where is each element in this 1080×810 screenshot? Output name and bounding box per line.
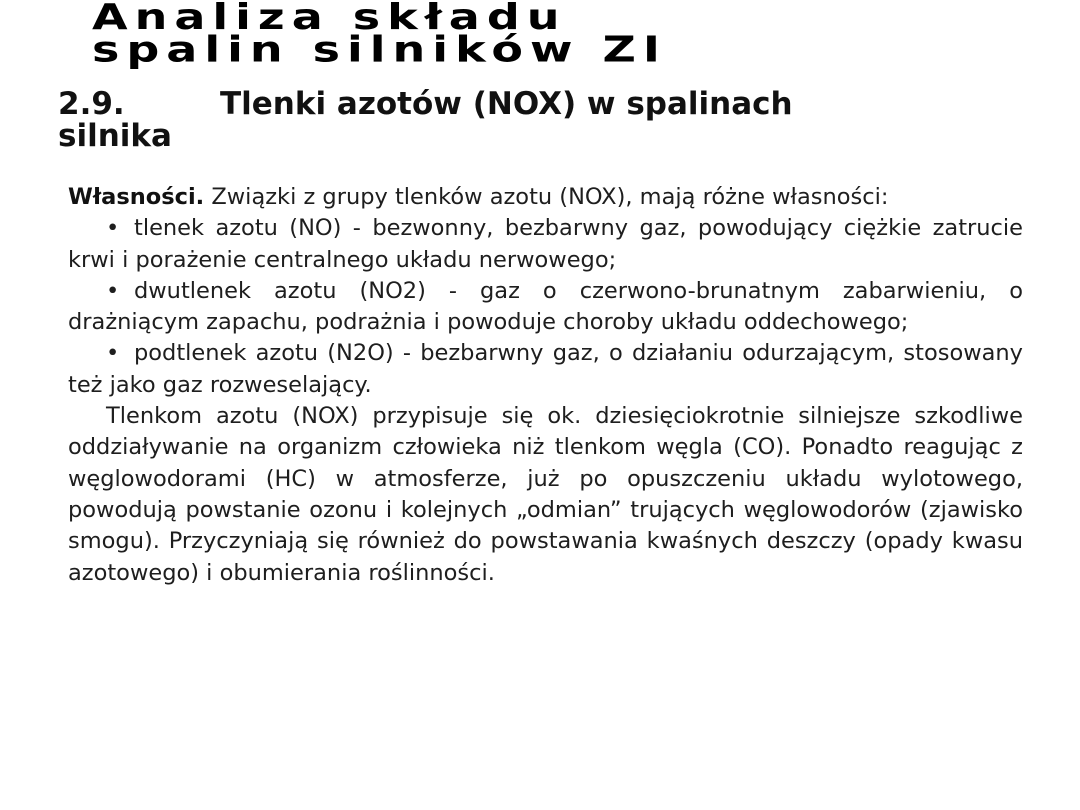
section-number: 2.9.: [58, 86, 125, 122]
section-title-part-1: Tlenki azotów (NOX) w spalinach: [220, 86, 793, 122]
list-item: [68, 213, 1023, 276]
section-body: [68, 182, 1023, 589]
slide-title-line-1: Analiza składu: [92, 0, 567, 38]
slide-title-line-2: spalin silników ZI: [92, 28, 668, 71]
list-item: [68, 276, 1023, 339]
section-title-part-2: silnika: [58, 118, 172, 154]
section-heading: [58, 88, 1048, 152]
intro-label: Własności.: [68, 184, 205, 210]
bullet-icon: •: [106, 277, 120, 304]
slide-title: [92, 0, 1072, 71]
main-paragraph: Tlenkom azotu (NOX) przypisuje się ok. dziesięciokrotnie silniejsze szkodliwe oddziaływanie na organizm człowieka niż tlenkom węgla (CO). Ponadto reagując z węglowodorami (HC) w atmosferze, już po opuszczeniu układu wylotowego, powodują powstanie ozonu i kolejnych „odmian” trujących węglowodorów (zjawisko smogu). Przyczyniają się również do powstawania kwaśnych deszczy (opady kwasu azotowego) i obumierania roślinności.: [68, 403, 1023, 586]
list-item-text: tlenek azotu (NO) - bezwonny, bezbarwny gaz, powodujący ciężkie zatrucie krwi i porażenie centralnego układu nerwowego;: [68, 215, 1023, 273]
list-item-text: podtlenek azotu (N2O) - bezbarwny gaz, o działaniu odurzającym, stosowany też jako gaz rozweselający.: [68, 340, 1023, 398]
intro-text: Związki z grupy tlenków azotu (NOX), mają różne własności:: [204, 184, 889, 210]
bullet-icon: •: [106, 340, 120, 367]
bullet-icon: •: [106, 215, 120, 242]
list-item: [68, 338, 1023, 401]
list-item-text: dwutlenek azotu (NO2) - gaz o czerwono-brunatnym zabarwieniu, o drażniącym zapachu, podrażnia i powoduje choroby układu oddechowego;: [68, 277, 1023, 336]
intro-paragraph: [68, 182, 1023, 213]
